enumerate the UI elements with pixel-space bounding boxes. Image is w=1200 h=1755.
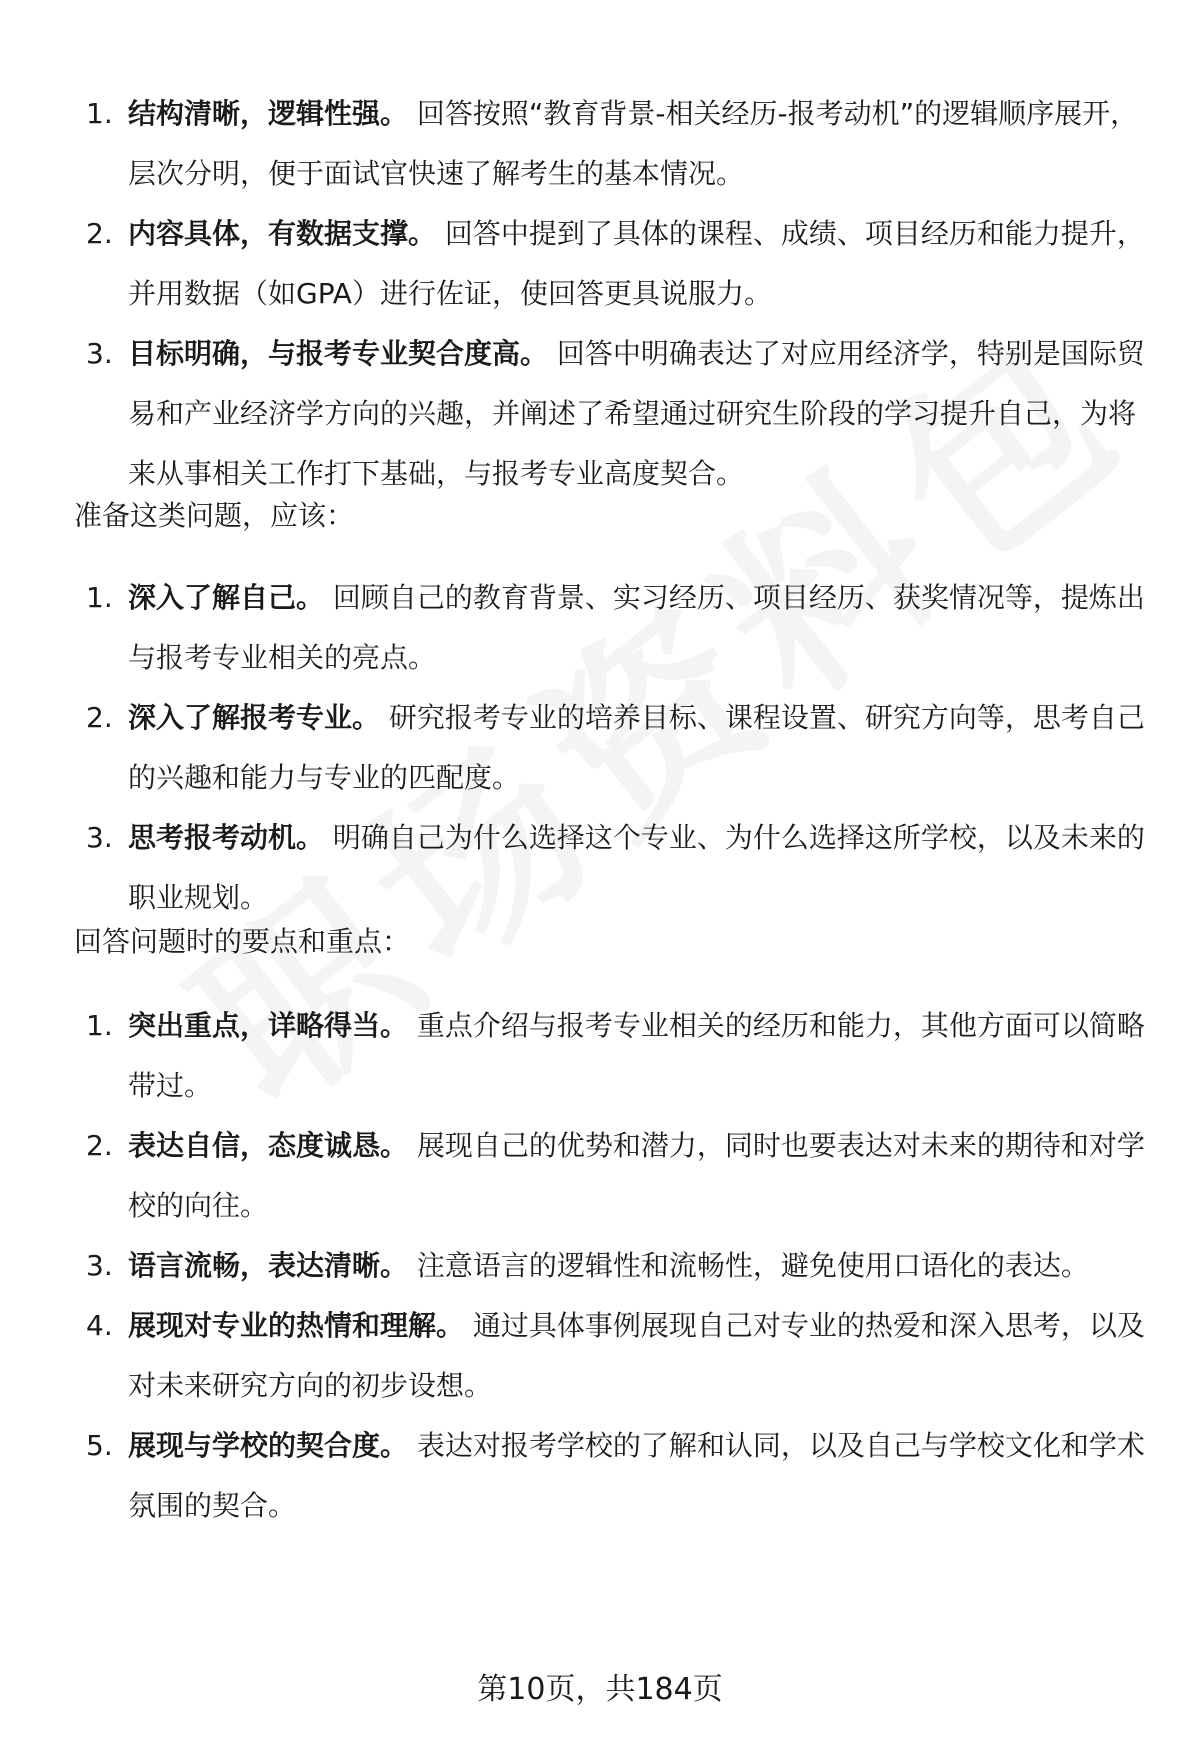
list-item [74, 1296, 1154, 1416]
item-number: 5. [86, 1429, 113, 1462]
item-number: 3. [86, 1249, 113, 1282]
list-item [74, 808, 1154, 928]
item-body: 研究报考专业的培养目标、课程设置、研究方向等，思考自己的兴趣和能力与专业的匹配度。 [128, 701, 1145, 794]
item-number: 2. [86, 701, 113, 734]
item-body: 明确自己为什么选择这个专业、为什么选择这所学校，以及未来的职业规划。 [128, 821, 1145, 914]
evaluation-section [74, 84, 1154, 504]
answer-points-list [74, 996, 1154, 1536]
item-lead: 表达自信，态度诚恳。 [128, 1129, 409, 1162]
item-lead: 展现对专业的热情和理解。 [128, 1309, 465, 1342]
list-item [74, 84, 1154, 204]
item-lead: 深入了解自己。 [128, 581, 325, 614]
item-number: 1. [86, 581, 113, 614]
answer-heading-block [74, 912, 1154, 972]
item-body: 注意语言的逻辑性和流畅性，避免使用口语化的表达。 [416, 1249, 1089, 1282]
item-body: 回答按照“教育背景-相关经历-报考动机”的逻辑顺序展开，层次分明，便于面试官快速了解考生的基本情况。 [128, 97, 1139, 190]
item-number: 1. [86, 97, 113, 130]
preparation-section [74, 568, 1154, 928]
list-item [74, 996, 1154, 1116]
list-item [74, 568, 1154, 688]
evaluation-list [74, 84, 1154, 504]
item-body: 回答中明确表达了对应用经济学，特别是国际贸易和产业经济学方向的兴趣，并阐述了希望通过研究生阶段的学习提升自己，为将来从事相关工作打下基础，与报考专业高度契合。 [128, 337, 1145, 490]
item-lead: 深入了解报考专业。 [128, 701, 381, 734]
list-item [74, 324, 1154, 504]
item-number: 3. [86, 337, 113, 370]
item-lead: 内容具体，有数据支撑。 [128, 217, 437, 250]
item-number: 2. [86, 217, 113, 250]
item-body: 表达对报考学校的了解和认同，以及自己与学校文化和学术氛围的契合。 [128, 1429, 1145, 1522]
item-lead: 思考报考动机。 [128, 821, 325, 854]
preparation-list [74, 568, 1154, 928]
page-number-footer: 第10页，共184页 [477, 1672, 723, 1707]
answer-points-section [74, 996, 1154, 1536]
item-lead: 展现与学校的契合度。 [128, 1429, 409, 1462]
item-number: 1. [86, 1009, 113, 1042]
item-number: 4. [86, 1309, 113, 1342]
item-number: 2. [86, 1129, 113, 1162]
list-item [74, 688, 1154, 808]
list-item [74, 204, 1154, 324]
item-body: 通过具体事例展现自己对专业的热爱和深入思考，以及对未来研究方向的初步设想。 [128, 1309, 1145, 1402]
preparation-heading-block [74, 486, 1154, 546]
list-item [74, 1416, 1154, 1536]
item-body: 展现自己的优势和潜力，同时也要表达对未来的期待和对学校的向往。 [128, 1129, 1145, 1222]
item-lead: 突出重点，详略得当。 [128, 1009, 409, 1042]
item-body: 重点介绍与报考专业相关的经历和能力，其他方面可以简略带过。 [128, 1009, 1145, 1102]
item-number: 3. [86, 821, 113, 854]
list-item [74, 1116, 1154, 1236]
item-lead: 结构清晰，逻辑性强。 [128, 97, 409, 130]
item-lead: 语言流畅，表达清晰。 [128, 1249, 409, 1282]
item-lead: 目标明确，与报考专业契合度高。 [128, 337, 549, 370]
item-body: 回顾自己的教育背景、实习经历、项目经历、获奖情况等，提炼出与报考专业相关的亮点。 [128, 581, 1145, 674]
section-heading: 准备这类问题，应该： [74, 499, 355, 532]
item-body: 回答中提到了具体的课程、成绩、项目经历和能力提升，并用数据（如GPA）进行佐证，使回答更具说服力。 [128, 217, 1145, 310]
list-item [74, 1236, 1154, 1296]
section-heading: 回答问题时的要点和重点： [74, 925, 411, 958]
